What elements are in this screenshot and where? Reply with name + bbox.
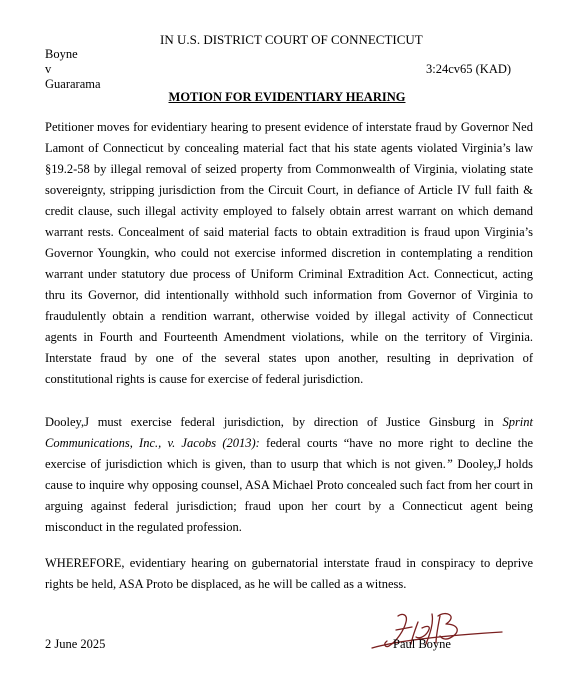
body-paragraph-3: WHEREFORE, evidentiary hearing on gubernatorial interstate fraud in conspiracy to deprive rights be held, ASA Proto be displaced, as he will be called as a witness. [45, 556, 533, 591]
court-heading: IN U.S. DISTRICT COURT OF CONNECTICUT [160, 32, 423, 47]
quoted-passage: federal courts “have no more right to decline the exercise of jurisdiction which is given, than to usurp that which is not given. [45, 436, 533, 471]
closing-quote-mark: ” [445, 457, 453, 471]
motion-title: MOTION FOR EVIDENTIARY HEARING [168, 90, 406, 104]
paragraph-2-lead: Dooley,J must exercise federal jurisdiction, by direction of Justice Ginsburg in [45, 415, 503, 429]
plaintiff-name: Boyne [45, 47, 78, 61]
filing-date: 2 June 2025 [45, 637, 106, 651]
defendant-name: Guararama [45, 77, 101, 91]
case-citation: Sprint Communications, Inc., v. Jacobs (2013): [45, 415, 533, 450]
body-paragraph-1: Petitioner moves for evidentiary hearing to present evidence of interstate fraud by Governor Ned Lamont of Connecticut by concealing material fact that his state agents violated Virginia’s law §19.2-58 by illegal removal of seized property from Commonwealth of Virginia, violating state sovereignty, stripping jurisdiction from the Circuit Court, in defiance of Article IV full faith & credit clause, such illegal activity employed to falsely obtain arrest warrant on which demand warrant rests. Concealment of said material facts to obtain extradition is fraud upon Virginia’s Governor Youngkin, who could not exercise informed discretion in contemplating a rendition warrant under statutory due process of Uniform Criminal Extradition Act. Connecticut, acting thru its Governor, did intentionally withhold such information from Governor of Virginia to fraudulently obtain a rendition warrant, otherwise voided by illegal activity of Connecticut agents in Fourth and Fourteenth Amendment violations, while on the territory of Virginia. Interstate fraud by one of the several states upon another, resulting in deprivation of constitutional rights is cause for exercise of federal jurisdiction. [45, 120, 533, 386]
case-number: 3:24cv65 (KAD) [426, 62, 512, 76]
body-paragraph-2 [45, 412, 533, 538]
signature-name: Paul Boyne [393, 637, 451, 651]
versus-label: v [45, 62, 52, 76]
paragraph-2-rest: Dooley,J holds cause to inquire why opposing counsel, ASA Michael Proto concealed such fact from her court in arguing against federal jurisdiction; fraud upon her court by a Connecticut agent being misconduct in the regulated profession. [45, 457, 533, 534]
